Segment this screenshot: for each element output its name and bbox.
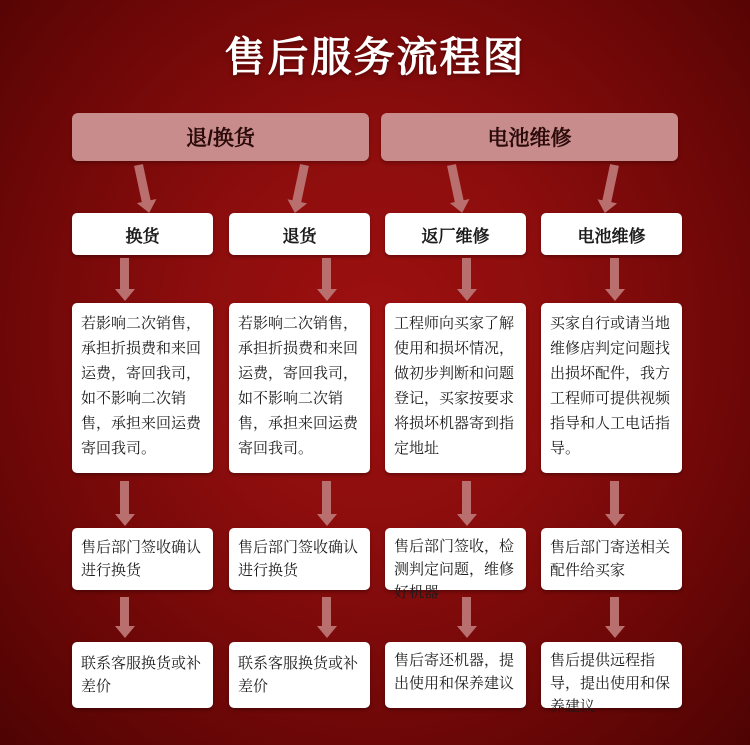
step3-box-factory-repair <box>385 528 526 601</box>
arrow-stage-to-detail-4 <box>610 258 619 290</box>
step4-box-exchange <box>72 642 213 708</box>
step3-box-return <box>229 528 370 590</box>
group-header-label: 电池维修 <box>487 127 572 150</box>
stage-box-exchange <box>72 213 213 255</box>
step3-text: 售后部门签收确认进行换货 <box>81 539 202 579</box>
detail-box-exchange <box>72 303 213 473</box>
arrow-step3-to-step4-1 <box>120 597 129 627</box>
page-title: 售后服务流程图 <box>224 34 526 80</box>
detail-text: 若影响二次销售，承担折损费和来回运费，寄回我司，如不影响二次销售，承担来回运费寄回我司。 <box>238 315 359 457</box>
step4-text: 联系客服换货或补差价 <box>81 655 202 695</box>
step3-text: 售后部门签收，检测判定问题，维修好机器 <box>394 538 515 601</box>
arrow-header-to-factory-repair <box>447 164 464 203</box>
stage-label: 电池维修 <box>577 226 646 246</box>
step4-text: 售后寄还机器，提出使用和保养建议 <box>394 652 515 692</box>
step3-box-battery-repair <box>541 528 682 590</box>
stage-label: 返厂维修 <box>421 226 490 246</box>
step3-box-exchange <box>72 528 213 590</box>
arrow-stage-to-detail-3 <box>462 258 471 290</box>
step4-text: 联系客服换货或补差价 <box>238 655 359 695</box>
arrow-step3-to-step4-3 <box>462 597 471 627</box>
stage-box-return <box>229 213 370 255</box>
detail-text: 买家自行或请当地维修店判定问题找出损坏配件，我方工程师可提供视频指导和人工电话指导。 <box>550 315 671 457</box>
arrow-detail-to-step3-3 <box>462 481 471 515</box>
stage-box-factory-repair <box>385 213 526 255</box>
stage-label: 换货 <box>125 226 160 246</box>
group-header-returns <box>72 113 369 161</box>
detail-box-battery-repair <box>541 303 682 473</box>
arrow-header-to-return <box>292 164 309 203</box>
arrow-step3-to-step4-2 <box>322 597 331 627</box>
arrow-header-to-exchange <box>134 164 151 203</box>
arrow-detail-to-step3-2 <box>322 481 331 515</box>
step4-box-factory-repair <box>385 642 526 708</box>
step4-box-return <box>229 642 370 708</box>
detail-box-return <box>229 303 370 473</box>
step3-text: 售后部门签收确认进行换货 <box>238 539 359 579</box>
arrow-step3-to-step4-4 <box>610 597 619 627</box>
stage-label: 退货 <box>282 226 317 246</box>
detail-text: 工程师向买家了解使用和损坏情况，做初步判断和问题登记，买家按要求将损坏机器寄到指定地址 <box>394 315 515 457</box>
group-header-label: 退/换货 <box>186 127 255 150</box>
arrow-detail-to-step3-4 <box>610 481 619 515</box>
detail-text: 若影响二次销售，承担折损费和来回运费，寄回我司，如不影响二次销售，承担来回运费寄回我司。 <box>81 315 202 457</box>
arrow-stage-to-detail-2 <box>322 258 331 290</box>
group-header-battery <box>381 113 678 161</box>
arrow-detail-to-step3-1 <box>120 481 129 515</box>
step4-text: 售后提供远程指导，提出使用和保养建议 <box>550 652 671 715</box>
arrow-header-to-battery-repair <box>602 164 619 203</box>
step4-box-battery-repair <box>541 642 682 715</box>
stage-box-battery-repair <box>541 213 682 255</box>
detail-box-factory-repair <box>385 303 526 473</box>
step3-text: 售后部门寄送相关配件给买家 <box>550 539 671 579</box>
arrow-stage-to-detail-1 <box>120 258 129 290</box>
